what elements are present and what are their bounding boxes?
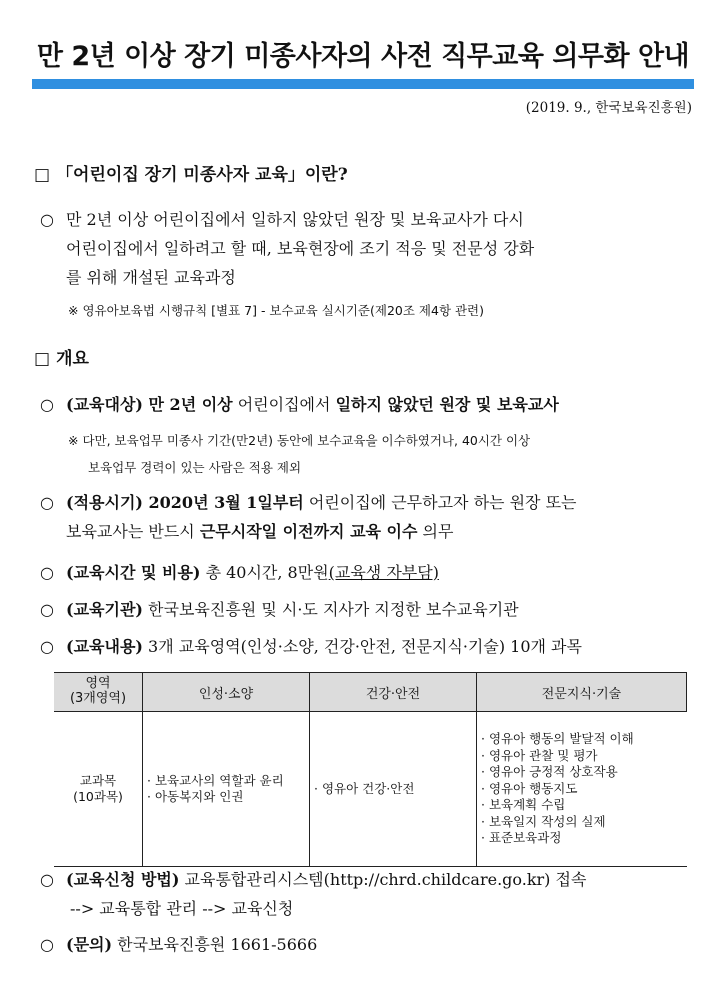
definition-note: ※ 영유아보육법 시행규칙 [별표 7] - 보수교육 실시기준(제20조 제4항 관련) [68, 303, 485, 318]
list-item: · 영유아 관찰 및 평가 [481, 748, 683, 765]
content-line: ○ (교육내용) 3개 교육영역(인성·소양, 건강·안전, 전문지식·기술) 10개 과목 [40, 637, 582, 656]
square-bullet-icon: □ [34, 349, 51, 369]
target-line: ○ (교육대상) 만 2년 이상 어린이집에서 일하지 않았던 원장 및 보육교사 [40, 395, 559, 414]
list-item: · 영유아 건강·안전 [314, 781, 472, 798]
header-personality: 인성·소양 [143, 673, 310, 712]
circle-bullet-icon: ○ [40, 493, 54, 512]
list-item: · 보육교사의 역할과 윤리 [147, 773, 305, 790]
header-expertise: 전문지식·기술 [477, 673, 687, 712]
personality-subjects [143, 712, 310, 867]
section-heading-definition: □ 「어린이집 장기 미종사자 교육」이란? [34, 165, 348, 185]
contact-line: ○ (문의) 한국보육진흥원 1661-5666 [40, 935, 318, 954]
table-header-row [54, 673, 687, 712]
header-area: 영역 (3개영역) [54, 673, 143, 712]
section-heading-overview: □ 개요 [34, 349, 89, 369]
target-note-line-2: 보육업무 경력이 있는 사람은 적용 제외 [88, 460, 302, 475]
institution-line: ○ (교육기관) 한국보육진흥원 및 시·도 지사가 지정한 보수교육기관 [40, 600, 519, 619]
health-safety-subjects [310, 712, 477, 867]
table-row [54, 712, 687, 867]
title-underline [32, 79, 694, 89]
list-item: · 영유아 행동의 발달적 이해 [481, 731, 683, 748]
list-item: · 보육계획 수립 [481, 797, 683, 814]
square-bullet-icon: □ [34, 165, 51, 185]
time-cost-line: ○ (교육시간 및 비용) 총 40시간, 8만원(교육생 자부담) [40, 563, 439, 582]
target-note-line-1: ※ 다만, 보육업무 미종사 기간(만2년) 동안에 보수교육을 이수하였거나, 40시간 이상 [68, 433, 531, 448]
circle-bullet-icon: ○ [40, 870, 54, 889]
circle-bullet-icon: ○ [40, 395, 54, 414]
header-health-safety: 건강·안전 [310, 673, 477, 712]
page-title: 만 2년 이상 장기 미종사자의 사전 직무교육 의무화 안내 [36, 41, 690, 72]
list-item: · 보육일지 작성의 실제 [481, 814, 683, 831]
timing-line-1: ○ (적용시기) 2020년 3월 1일부터 어린이집에 근무하고자 하는 원장 또는 [40, 493, 577, 512]
circle-bullet-icon: ○ [40, 637, 54, 656]
list-item: · 표준보육과정 [481, 830, 683, 847]
expertise-subjects [477, 712, 687, 867]
definition-line-3: 를 위해 개설된 교육과정 [66, 268, 236, 287]
circle-bullet-icon: ○ [40, 600, 54, 619]
issue-date: (2019. 9., 한국보육진흥원) [525, 100, 692, 116]
circle-bullet-icon: ○ [40, 563, 54, 582]
apply-line-1: ○ (교육신청 방법) 교육통합관리시스템(http://chrd.childcare.go.kr) 접속 [40, 870, 587, 889]
row-label-subjects: 교과목 (10과목) [54, 712, 143, 867]
definition-line-2: 어린이집에서 일하려고 할 때, 보육현장에 조기 적응 및 전문성 강화 [66, 239, 535, 258]
circle-bullet-icon: ○ [40, 210, 54, 229]
list-item: · 아동복지와 인권 [147, 789, 305, 806]
definition-line-1: ○ 만 2년 이상 어린이집에서 일하지 않았던 원장 및 보육교사가 다시 [40, 210, 524, 229]
apply-line-2: --> 교육통합 관리 --> 교육신청 [70, 899, 294, 918]
curriculum-table [54, 672, 687, 867]
list-item: · 영유아 긍정적 상호작용 [481, 764, 683, 781]
circle-bullet-icon: ○ [40, 935, 54, 954]
timing-line-2: 보육교사는 반드시 근무시작일 이전까지 교육 이수 의무 [66, 522, 454, 541]
list-item: · 영유아 행동지도 [481, 781, 683, 798]
